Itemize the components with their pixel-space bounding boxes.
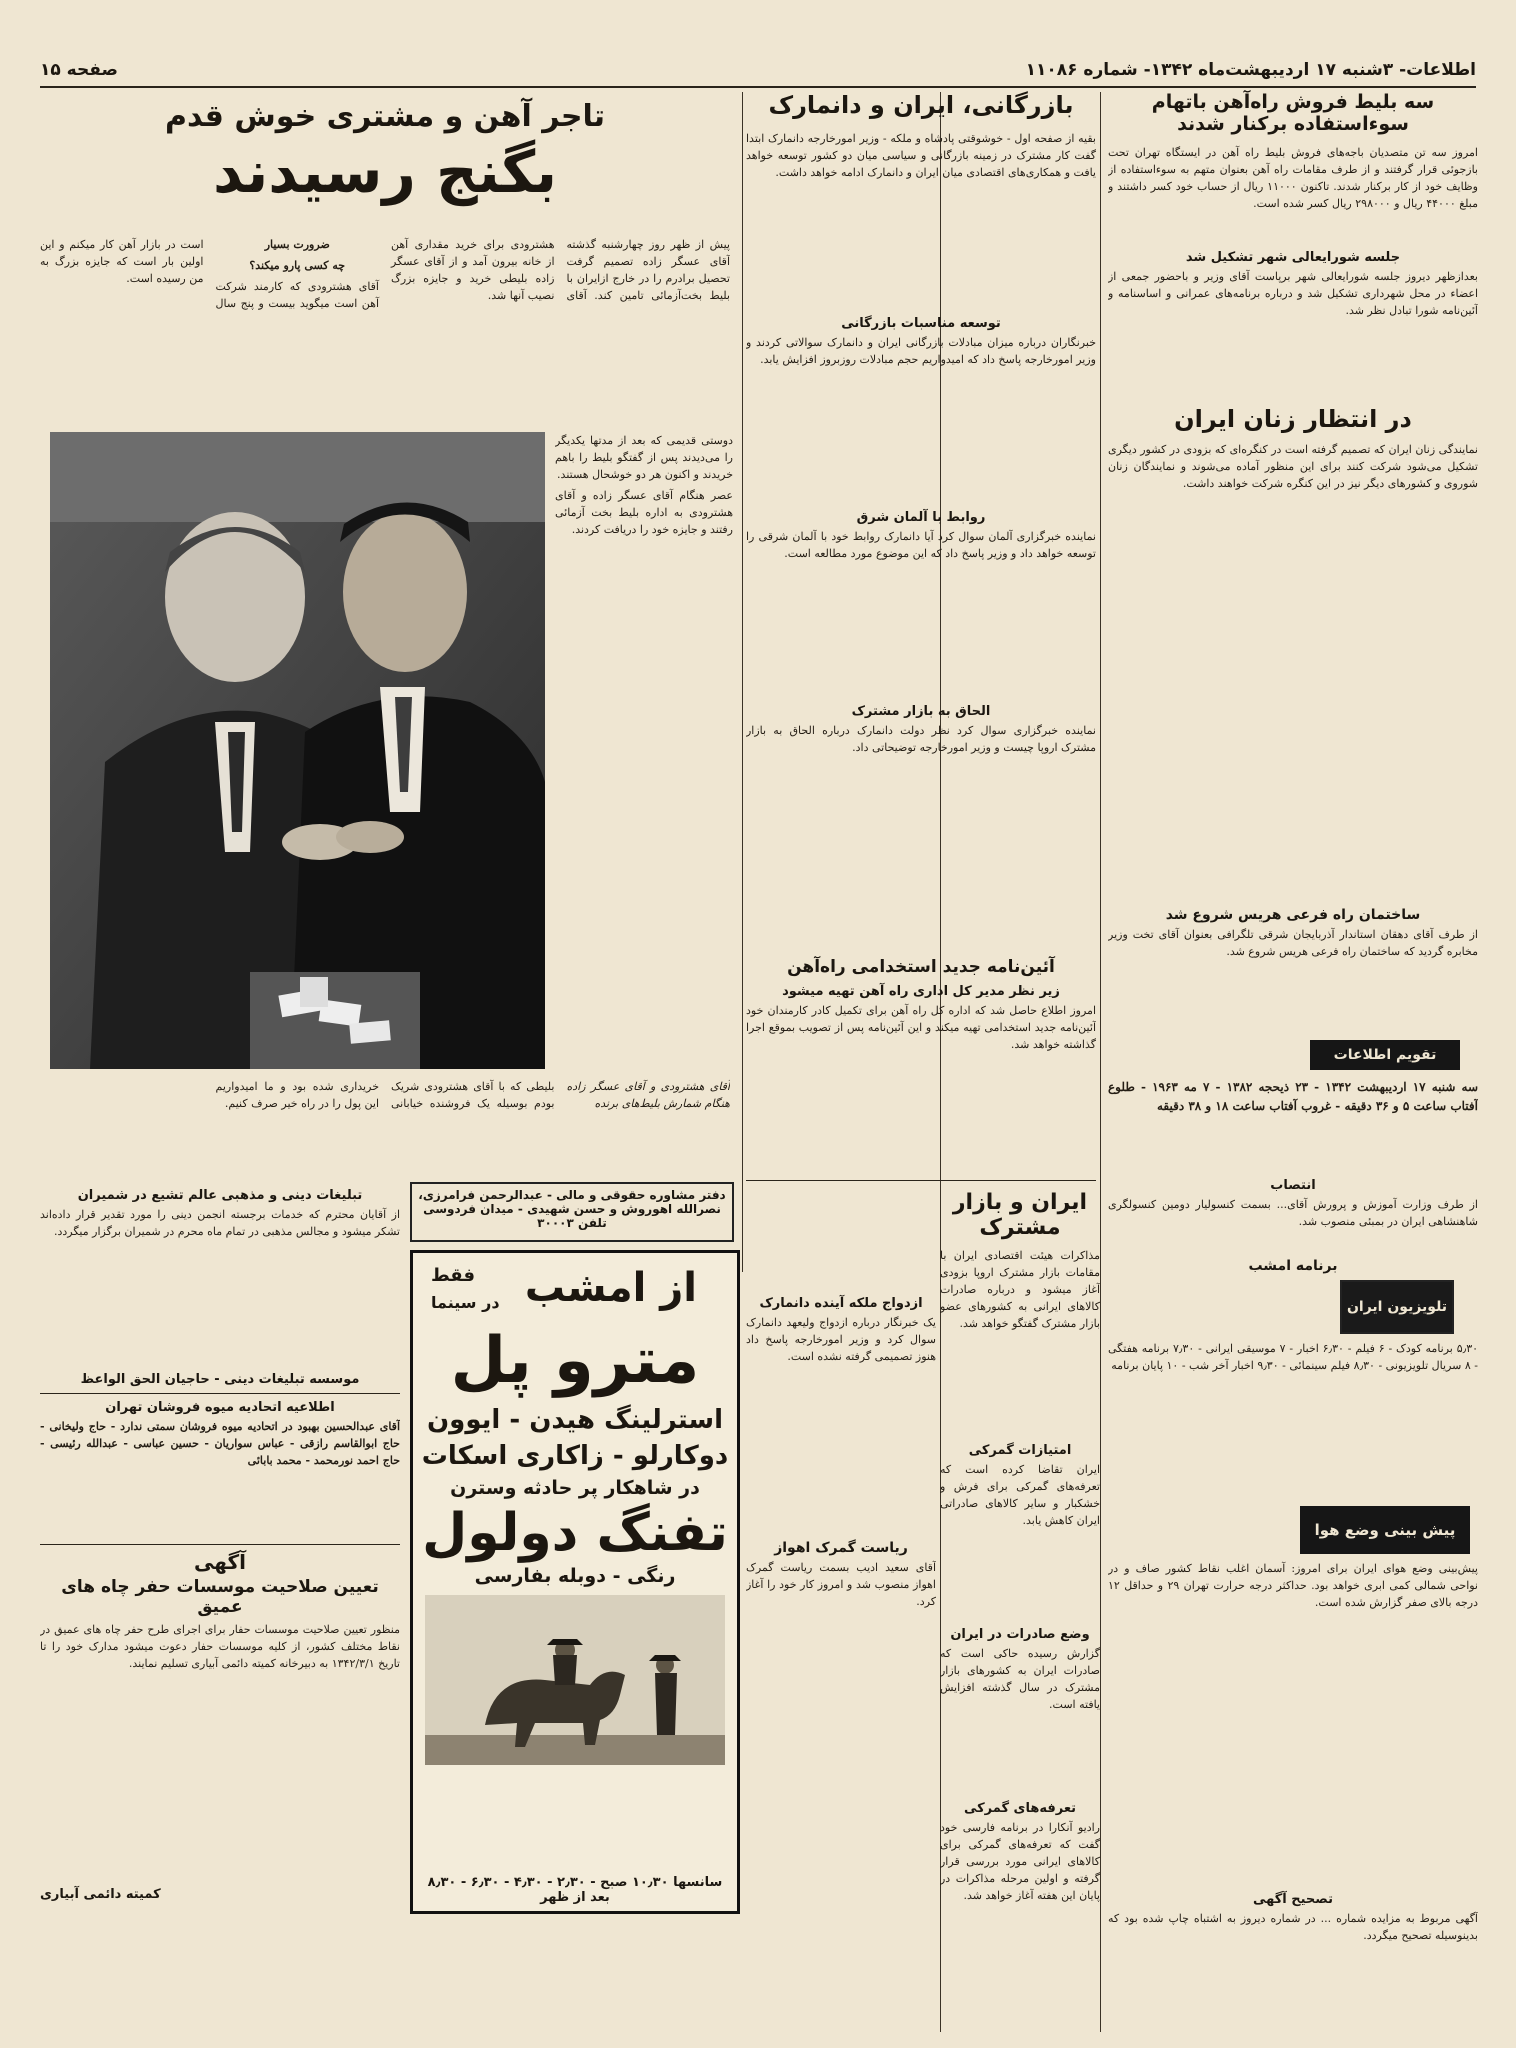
fruit-union-text: آقای عبدالحسین بهبود در اتحادیه میوه فروشان سمتی ندارد - حاج ولیخانی - حاج ابوالقاسم رازقی - عباس سواریان - حسین عباسی - عبدالله رئیسی - حاج احمد نورمحمد - محمد بابائی [40, 1420, 400, 1468]
denmark-headline: بازرگانی، ایران و دانمارک [768, 91, 1074, 119]
ahvaz-customs-headline: ریاست گمرک اهواز [774, 1540, 908, 1556]
ad-cinema-name: مترو پل [450, 1324, 700, 1398]
trade-relations-headline: توسعه مناسبات بازرگانی [841, 315, 1001, 331]
appointment-body: از طرف وزارت آموزش و پرورش آقای... بسمت کنسولیار دومین کنسولگری شاهنشاهی ایران در بمبئی منصوب شد. [1108, 1198, 1478, 1229]
photo-illustration [50, 432, 545, 1069]
customs-privileges-body: ایران تقاضا کرده است که تعرفه‌های گمرکی برای فرش و خشکبار و سایر کالاهای صادراتی ایران کاهش یابد. [940, 1462, 1100, 1527]
well-drilling-sign: کمیته دائمی آبیاری [40, 1887, 161, 1903]
well-drilling-text: منظور تعیین صلاحیت موسسات حفار برای اجرای طرح حفر چاه های عمیق در نقاط مختلف کشور، از کلیه موسسات حفار دعوت میشود مدارک خود را تا تاریخ ۱۳۴۲/۳/۱ به دبیرخانه کمیته دائمی آبیاری تسلیم نمایند. [40, 1623, 400, 1671]
metropol-cinema-ad [410, 1250, 740, 1914]
lottery-headline-big: بگنج رسیدند [212, 137, 558, 206]
railway-regulation-headline: آئین‌نامه جدید استخدامی راه‌آهن [787, 957, 1055, 977]
iran-common-market-body: مذاکرات هیئت اقتصادی ایران با مقامات بازار مشترک اروپا بزودی آغاز میشود و درباره صادرات کالاهای ایرانی به کشورهای عضو بازار مشترک گفتگو خواهد شد. [940, 1248, 1100, 1330]
religious-notice-title: تبلیغات دینی و مذهبی عالم تشیع در شمیران [77, 1188, 363, 1203]
column-denmark-lower [746, 1290, 936, 1659]
exports-headline: وضع صادرات در ایران [950, 1626, 1090, 1642]
section-rule [40, 1393, 400, 1394]
ad-tagline: در شاهکار پر حادثه وسترن [450, 1477, 700, 1499]
ad-format: رنگی - دوبله بفارسی [474, 1565, 676, 1587]
column-divider [742, 92, 743, 1272]
masthead [40, 54, 1476, 86]
section-rule [40, 1544, 400, 1545]
common-market-body: نماینده خبرگزاری سوال کرد نظر دولت دانمارک درباره الحاق به بازار مشترک اروپا چیست و وزیر امورخارجه توضیحاتی داد. [746, 723, 1096, 754]
railway-tickets-headline: سه بلیط فروش راه‌آهن باتهام سوءاستفاده برکنار شدند [1151, 91, 1435, 135]
exports-body: گزارش رسیده حاکی است که صادرات ایران به کشورهای بازار مشترک در سال گذشته افزایش یافته است. [940, 1646, 1100, 1711]
lottery-side-paragraph-2: عصر هنگام آقای عسگر زاده و آقای هشترودی به اداره بلیط بخت آزمائی رفتند و جایزه خود را دریافت کردند. [555, 489, 733, 537]
ad-only: فقط [431, 1265, 476, 1286]
religious-notice-sign: موسسه تبلیغات دینی - حاجیان الحق الواعظ [80, 1372, 360, 1387]
masthead-rule [40, 86, 1476, 88]
column-right [1108, 92, 1478, 1006]
lottery-subhead-necessity: ضرورت بسیار [264, 238, 330, 251]
iranian-women-headline: در انتظار زنان ایران [1174, 404, 1412, 433]
column-divider [1100, 92, 1101, 2032]
tv-logo: تلویزیون ایران [1340, 1280, 1454, 1334]
lottery-headline-small: تاجر آهن و مشتری خوش قدم [164, 99, 606, 134]
railway-tickets-body: امروز سه تن متصدیان باجه‌های فروش بلیط راه آهن در ایستگاه تهران تحت بازجوئی قرار گرفتند و از طرف مقامات راه آهن بعنوان متهم به سوءاستفاده از وظایف خود از کار برکنار شدند. تاکنون ۱۱۰۰۰ ریال از حساب خود کسر داشتند و مبلغ ۴۴۰۰۰ ریال و ۲۹۸۰۰۰ ریال کسر شده است. [1108, 145, 1478, 210]
lottery-paragraph: پیش از ظهر روز چهارشنبه گذشته آقای عسگر زاده تصمیم گرفت تحصیل برادرم را در خارج ازایران با بلیط بخت‌آزمائی تامین کند. آقای هشترودی برای خرید مقداری آهن از خانه بیرون آمد و از آقای عسگر زاده بلیطی خرید و جایزه بزرگ نصیب آنها شد. [391, 238, 730, 303]
lottery-lower-paragraph: بلیطی که با آقای هشترودی شریک بودم بوسیله یک فروشنده خیابانی خریداری شده بود و ما امیدواریم این پول را در راه خیر صرف کنیم. [215, 1080, 555, 1111]
well-drilling-title: آگهی [194, 1550, 246, 1574]
tariffs-headline: تعرفه‌های گمرکی [963, 1800, 1077, 1816]
trade-relations-body: خبرنگاران درباره میزان مبادلات بازرگانی ایران و دانمارک سوالاتی کردند و وزیر امورخارجه پاسخ داد که امیدواریم حجم مبادلات روزبروز افزایش یابد. [746, 335, 1096, 366]
column-denmark [746, 92, 1096, 882]
common-market-headline: الحاق به بازار مشترک [851, 703, 991, 719]
city-council-body: بعدازظهر دیروز جلسه شورایعالی شهر برپاست آقای وزیر و باحضور جمعی از اعضاء در محل شهرداری تشکیل شد و درباره برنامه‌های عمرانی و اساسنامه و آئین‌نامه شورا تبادل نظر شد. [1108, 269, 1478, 317]
iran-common-market-col [940, 1190, 1100, 1979]
harris-road-body: از طرف آقای دهقان استاندار آذربایجان شرقی تلگرافی بعنوان آقای تخت وزیر مخابره گردید که ساختمان راه فرعی هریس شروع شد. [1108, 928, 1478, 959]
tv-program-title: برنامه امشب [1248, 1258, 1338, 1274]
tv-program-list: ۵٫۳۰ برنامه کودک - ۶ فیلم - ۶٫۳۰ اخبار - ۷ موسیقی ایرانی - ۷٫۳۰ برنامه هفتگی - ۸ سریال تلویزیونی - ۸٫۳۰ فیلم سینمائی - ۹٫۳۰ اخبار آخر شب - ۱۰ پایان برنامه [1108, 1342, 1478, 1373]
lottery-paragraph-2: آقای هشترودی که کارمند شرکت آهن است میگوید بیست و پنج سال است در بازار آهن کار میکنم و این اولین بار است که جایزه بزرگ به من رسیده است. [40, 238, 379, 311]
harris-road-headline: ساختمان راه فرعی هریس شروع شد [1165, 907, 1421, 924]
appointment-headline: انتصاب [1270, 1178, 1316, 1193]
ad-stars-line-1: استرلینگ هیدن - ایوون [426, 1405, 723, 1435]
denmark-body: بقیه از صفحه اول - خوشوقتی پادشاه و ملکه - وزیر امورخارجه دانمارک ابتدا گفت کار مشترک در زمینه بازرگانی و سیاسی میان دو کشور توسعه خواهد یافت و همکاری‌های اقتصادی میان ایران و دانمارک ادامه خواهد داشت. [746, 131, 1096, 179]
weather-text: پیش‌بینی وضع هوای ایران برای امروز: آسمان اغلب نقاط کشور صاف و در نواحی شمالی کمی ابری خواهد بود. حداکثر درجه حرارت تهران ۲۹ و حداقل ۱۲ درجه بالای صفر گزارش شده است. [1108, 1562, 1478, 1610]
correction-title: تصحیح آگهی [1252, 1892, 1333, 1907]
correction-text: آگهی مربوط به مزایده شماره ... در شماره دیروز به اشتباه چاپ شده بود که بدینوسیله تصحیح میگردد. [1108, 1912, 1478, 1943]
lottery-lower-text [40, 1078, 730, 1176]
railway-regulation-body: امروز اطلاع حاصل شد که اداره کل راه آهن برای تکمیل کادر کارمندان خود آئین‌نامه جدید استخدامی تهیه میکند و این آئین‌نامه پس از تصویب بموقع اجرا گذاشته خواهد شد. [746, 1003, 1096, 1051]
well-drilling-subtitle: تعیین صلاحیت موسسات حفر چاه های عمیق [61, 1577, 379, 1617]
ad-in-cinema: در سینما [431, 1293, 500, 1312]
railway-regulation [746, 958, 1096, 1152]
ad-tonight: از امشب [524, 1265, 697, 1311]
masthead-issue: اطلاعات- ۳شنبه ۱۷ اردیبهشت‌ماه ۱۳۴۲- شماره ۱۱۰۸۶ [1025, 60, 1476, 80]
ad-western-illustration [425, 1595, 725, 1765]
lottery-body [40, 236, 730, 416]
section-rule [746, 1180, 1096, 1181]
lottery-side-text [555, 432, 733, 1069]
fruit-union-title: اطلاعیه اتحادیه میوه فروشان تهران [105, 1400, 335, 1415]
ad-showtimes: سانسها ۱۰٫۳۰ صبح - ۲٫۳۰ - ۴٫۳۰ - ۶٫۳۰ - ۸٫۳۰ بعد از ظهر [427, 1875, 723, 1905]
east-germany-body: نماینده خبرگزاری آلمان سوال کرد آیا دانمارک روابط خود با آلمان شرقی را توسعه خواهد داد و وزیر پاسخ داد که این موضوع مورد مطالعه است. [746, 529, 1096, 560]
photo-caption: آقای هشترودی و آقای عسگر زاده هنگام شمارش بلیط‌های برنده [566, 1080, 730, 1111]
ad-film-title: تفنگ دولول [422, 1503, 728, 1563]
city-council-headline: جلسه شورایعالی شهر تشکیل شد [1185, 249, 1401, 265]
railway-regulation-subhead: زیر نظر مدیر کل اداری راه آهن تهیه میشود [782, 983, 1060, 999]
calendar-text: سه شنبه ۱۷ اردیبهشت ۱۳۴۲ - ۲۳ ذیحجه ۱۳۸۲ - ۷ مه ۱۹۶۳ - طلوع آفتاب ساعت ۵ و ۳۶ دقیقه - غروب آفتاب ساعت ۱۸ و ۳۸ دقیقه [1108, 1080, 1478, 1113]
royal-marriage-body: یک خبرنگار درباره ازدواج ولیعهد دانمارک سوال کرد و وزیر امورخارجه پاسخ داد هنوز تصمیمی گرفته نشده است. [746, 1316, 936, 1364]
royal-marriage-headline: ازدواج ملکه آینده دانمارک [759, 1296, 923, 1311]
iranian-women-body: نمایندگی زنان ایران که تصمیم گرفته است در کنگره‌ای که بزودی در کشور دیگری تشکیل می‌شود شرکت کنند برای این منظور آماده می‌شوند و نمایندگان زنان شوروی و کشورهای دیگر نیز در این کنگره شرکت خواهند داشت. [1108, 443, 1478, 491]
legal-office-ad: دفتر مشاوره حقوقی و مالی - عبدالرحمن فرامرزی، نصرالله اهوروش و حسن شهیدی - میدان فردوسی تلفن ۳۰۰۰۳ [410, 1182, 734, 1242]
notices-column [40, 1182, 400, 1905]
iran-common-market-headline: ایران و بازار مشترک [952, 1190, 1088, 1241]
customs-privileges-headline: امتیازات گمرکی [968, 1442, 1072, 1458]
east-germany-headline: روابط با آلمان شرق [856, 509, 986, 525]
tariffs-body: رادیو آنکارا در برنامه فارسی خود گفت که تعرفه‌های گمرکی برای کالاهای ایرانی مورد بررسی قرار گرفته و اولین مرحله مذاکرات در پایان این هفته آغاز خواهد شد. [940, 1820, 1100, 1902]
masthead-page-number: صفحه ۱۵ [40, 60, 118, 80]
weather-logo: پیش بینی وضع هوا [1300, 1506, 1470, 1554]
religious-notice-text: از آقایان محترم که خدمات برجسته انجمن دینی را مورد تقدیر قرار داده‌اند تشکر میشود و مجالس مذهبی در تمام ماه محرم در شمیران برگزار میگردد. [40, 1208, 400, 1239]
photo-two-men [50, 432, 545, 1069]
lottery-subhead-shovel: چه کسی پارو میکند؟ [249, 259, 346, 273]
ad-stars-line-2: دوکارلو - زاکاری اسکات [421, 1441, 729, 1471]
ahvaz-customs-body: آقای سعید ادیب بسمت ریاست گمرک اهواز منصوب شد و امروز کار خود را آغاز کرد. [746, 1561, 936, 1609]
lottery-side-paragraph: دوستی قدیمی که بعد از مدتها یکدیگر را می‌دیدند پس از گفتگو بلیط را باهم خریدند و اکنون هر دو خوشحال هستند. [555, 434, 733, 482]
calendar-label: تقویم اطلاعات [1310, 1040, 1460, 1070]
lottery-story [40, 100, 730, 205]
